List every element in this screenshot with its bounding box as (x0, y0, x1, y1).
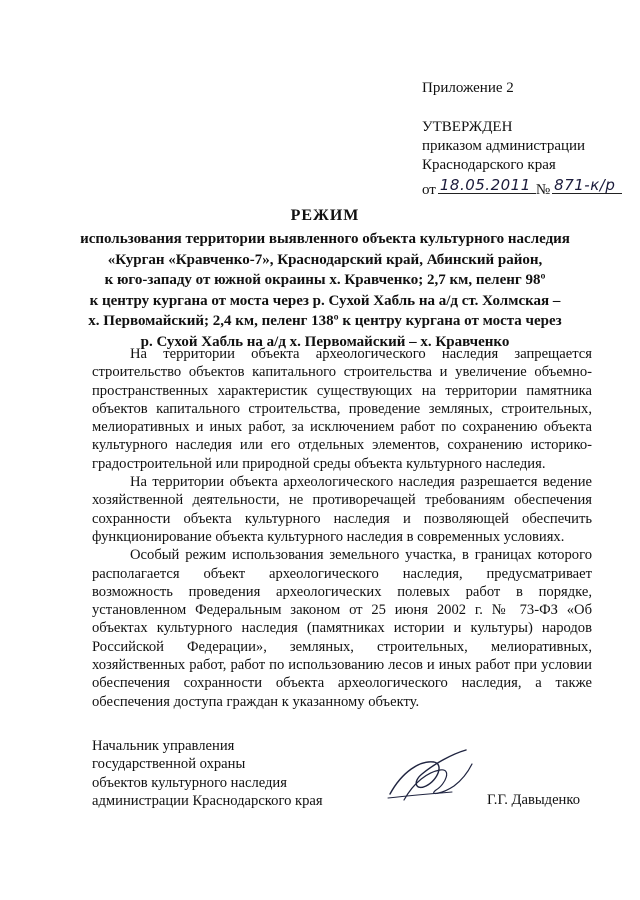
approval-stamp (422, 118, 622, 200)
order-number-field (552, 175, 622, 194)
subtitle-line: использования территории выявленного объекта культурного наследия (80, 231, 570, 247)
paragraph-prohibitions: На территории объекта археологического наследия запрещается строительство объектов капитального строительства и увеличение объемно-пространственных характеристик существующих на территории памятника объектов капитального строительства, проведение земляных, строительных, мелиоративных и иных работ, за исключением работ по сохранению объекта культурного наследия или его отдельных элементов, сохранению историко-градостроительной или природной среды объекта культурного наследия. (92, 346, 592, 472)
order-number-label: № (535, 182, 551, 198)
subtitle-line: к юго-западу от южной окраины х. Кравченко; 2,7 км, пеленг 98º (104, 272, 546, 288)
body-text (92, 345, 592, 711)
approval-line-1: приказом администрации (422, 138, 586, 154)
order-number-handwritten: 871-к/р (554, 176, 616, 194)
subtitle-line: х. Первомайский; 2,4 км, пеленг 138º к центру кургана от моста через (88, 313, 562, 329)
subtitle-line: к центру кургана от моста через р. Сухой Хабль на а/д ст. Холмская – (89, 292, 561, 309)
order-date-field (438, 175, 536, 194)
subtitle-line: р. Сухой Хабль на а/д х. Первомайский – х. Кравченко (140, 333, 510, 350)
handwritten-signature (382, 742, 478, 812)
title-block (40, 207, 610, 352)
approval-line-2: Краснодарского края (422, 157, 556, 173)
paragraph-special-regime: Особый режим использования земельного участка, в границах которого располагается объект археологического наследия, предусматривает возможность проведения археологических полевых работ в порядке, установленном Федеральным законом от 25 июня 2002 г. № 73-ФЗ «Об объектах культурного наследия (памятниках истории и культуры) народов Российской Федерации», земляных, строительных, мелиоративных, хозяйственных работ, работ по использованию лесов и иных работ при условии обеспечения сохранности объекта археологического наследия, а также обеспечения доступа граждан к указанному объекту. (92, 547, 592, 710)
signer-name: Г.Г. Давыденко (487, 792, 581, 808)
paragraph-permissions: На территории объекта археологического наследия разрешается ведение хозяйственной деятельности, не противоречащей требованиям обеспечения сохранности объекта культурного наследия и позволяющей обеспечить функционирование объекта культурного наследия в современных условиях. (92, 474, 592, 545)
document-title: РЕЖИМ (290, 207, 360, 224)
order-reference (422, 175, 622, 200)
approval-title: УТВЕРЖДЕН (422, 119, 513, 135)
order-from-label: от (422, 182, 436, 198)
signatory-position (92, 737, 323, 810)
position-line: администрации Краснодарского края (92, 792, 323, 809)
position-line: Начальник управления (92, 738, 235, 754)
subtitle-line: «Курган «Кравченко-7», Краснодарский край, Абинский район, (107, 251, 543, 268)
appendix-label: Приложение 2 (422, 80, 514, 96)
position-line: объектов культурного наследия (92, 774, 287, 791)
position-line: государственной охраны (92, 756, 246, 773)
order-date-handwritten: 18.05.2011 (439, 176, 531, 194)
